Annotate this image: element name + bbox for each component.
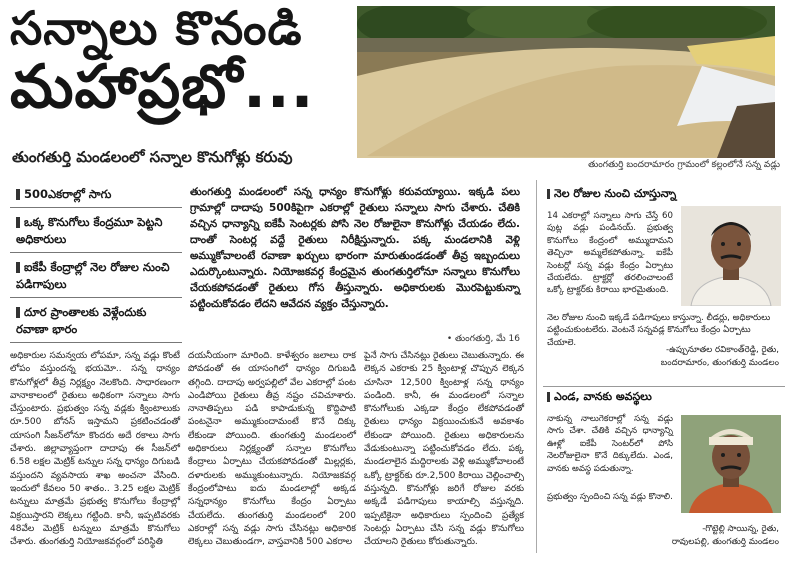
- farmer-quote-box-2: [543, 386, 785, 553]
- highlight-point: [10, 184, 182, 208]
- quote-title-text: ఎండ, వానకు అవస్థలు: [554, 390, 652, 403]
- highlight-point: [10, 302, 182, 343]
- signature-name: -గొట్టెల్లి సాయిన్న, రైతు,: [702, 524, 779, 534]
- square-bullet-icon: [16, 307, 20, 318]
- headline: [10, 1, 355, 123]
- signature-place: రావులపల్లి, తుంగతుర్తి మండలం: [671, 537, 779, 547]
- quote-title: [543, 387, 785, 409]
- square-bullet-icon: [16, 217, 20, 228]
- quote-text-continued: నెల రోజుల నుంచి ఇక్కడే పడిగాపులు కాస్తున్నా. లీడర్లు, అధికారులు పట్టించుకుంటలేరు. వెంటనే సన్నవడ్ల కొనుగోలు కేంద్రం ఏర్పాటు చేయాలె.: [547, 313, 771, 348]
- farmer-portrait-2: [681, 415, 781, 513]
- body-column-3: పైనే సాగు చేసినట్లు రైతులు చెబుతున్నారు. ఈ లెక్కన ఎకరాకు 25 క్వింటాళ్ల చొప్పున లెక్కన చూసినా 12,500 క్వింటాళ్ల సన్న ధాన్యం పండింది. కానీ, ఈ మండలంలో సన్నాల కొనుగోలుకు ఎక్కడా కేంద్రం లేకపోవడంతో రైతులు ధాన్యం విక్రయించుకునే అవకాశం లేకుండా పోయింది. రైతులు అధికారులను వేడుకుంటున్నా పట్టించుకోవడం లేదు. పక్క మండలాలైన మద్దిరాలకు వెళ్లి అమ్ముకోవాలంటే ఒక్కో ట్రాక్టర్‌కు రూ.2,500 కిరాయి చెల్లించాల్సి వస్తున్నది. కొనుగోళ్లు జరిగే రోజుల వరకు అక్కడే పడిగాపులు కాయాల్సి వస్తున్నది. ఇప్పటికైనా అధికారులు స్పందించి ప్రత్యేక సెంటర్లు ఏర్పాటు చేసి సన్న వడ్లు కొనుగోలు చేయాలని రైతులు కోరుతున్నారు.: [364, 351, 524, 548]
- subheadline: తుంగతుర్తి మండలంలో సన్నాల కొనుగోళ్లు కరువు: [12, 148, 293, 166]
- quote-title: [543, 184, 785, 206]
- dateline: • తుంగతుర్తి, మే 16: [446, 334, 520, 344]
- highlight-point-text: దూర ప్రాంతాలకు వెళ్లేందుకు రవాణా భారం: [16, 305, 147, 336]
- highlight-point: [10, 212, 182, 253]
- square-bullet-icon: [547, 392, 550, 402]
- photo-caption: తుంగతుర్తి బందరామారం గ్రామంలో కల్లంలోనే సన్న వడ్లు: [588, 160, 780, 170]
- quote-signature: [573, 344, 779, 370]
- quote-text: నాకున్న నాలుగెకరాల్లో సన్న వడ్లు సాగు చేశా. చేతికి వచ్చిన ధాన్యాన్ని ఊళ్లో ఐకేపీ సెంటర్‌లో పోసి నెలరోజులైనా కొనే దిక్కులేదు. ఎండ, వానకు అవస్థ పడుతున్నా.: [547, 414, 673, 474]
- quote-text-continued: ప్రభుత్వం స్పందించి సన్న వడ్లు కొనాలి.: [547, 492, 673, 502]
- farmer-portrait-1: [681, 206, 781, 306]
- farmer-quote-box-1: [543, 184, 785, 380]
- quotes-sidebar: [536, 180, 784, 553]
- highlight-point-text: 500ఎకరాల్లో సాగు: [24, 187, 112, 201]
- headline-line-1: సన్నాలు కొనండి: [10, 1, 303, 55]
- square-bullet-icon: [16, 262, 20, 273]
- highlight-points: [10, 184, 182, 347]
- quote-signature: [553, 523, 779, 549]
- square-bullet-icon: [16, 189, 20, 200]
- highlight-point-text: ఐకేపీ కేంద్రాల్లో నెల రోజుల నుంచి పడిగాపులు: [16, 260, 170, 291]
- signature-place: బందరామారం, తుంగతుర్తి మండలం: [660, 358, 779, 368]
- quote-text: 14 ఎకరాల్లో సన్నాలు సాగు చేస్తే 60 పుట్ల వడ్లు పండినయ్. ప్రభుత్వ కొనుగోలు కేంద్రంలో అమ్ముదామని తెచ్చినా అమ్మలేకపోతున్నా. ఐకేపీ సెంటర్లో సన్న వడ్లు కేంద్రం ఏర్పాటు చేయలేదు. ట్రాక్టర్లో తరలించాలంటే ఒక్కో ట్రాక్టర్‌కు కిరాయి భారమైతుంది.: [547, 211, 673, 296]
- headline-line-2: మహాప్రభో...: [10, 52, 315, 123]
- grain-heap-photo: [357, 6, 775, 158]
- square-bullet-icon: [547, 189, 550, 199]
- quote-title-text: నెల రోజుల నుంచి చూస్తున్నా: [554, 187, 677, 200]
- signature-name: -ఉప్పునూతల రవికాంత్‌రెడ్డి, రైతు,: [665, 345, 779, 355]
- highlight-point-text: ఒక్క కొనుగోలు కేంద్రమూ పెట్టని అధికారులు: [16, 215, 163, 246]
- lead-paragraph: తుంగతుర్తి మండలంలో సన్న ధాన్యం కొనుగోళ్లు కరువయ్యాయి. ఇక్కడి పలు గ్రామాల్లో దాదాపు 500కిపైగా ఎకరాల్లో రైతులు సన్నాలు సాగు చేశారు. చేతికి వచ్చిన ధాన్యాన్ని ఐకేపీ సెంటర్లకు పోసి నెల రోజులైనా కొనుగోళ్లు చేయడం లేదు. దాంతో సెంటర్ల వద్దే రైతులు నిరీక్షిస్తున్నారు. పక్క మండలానికి వెళ్లి అమ్ముకోవాలంటే రవాణా ఖర్చులు భారంగా మారుతుండడంతో తీవ్ర ఇబ్బందులు ఎదుర్కొంటున్నారు. నియోజకవర్గ కేంద్రమైన తుంగతుర్తిలోనూ సన్నాలు కొనుగోలు చేయకపోవడంతో రైతులు గోస తీస్తున్నారు. అధికారులకు మొరపెట్టుకున్నా పట్టించుకోవడం లేదని ఆవేదన వ్యక్తం చేస్తున్నారు.: [190, 186, 520, 310]
- highlight-point: [10, 257, 182, 298]
- body-column-1: అధికారుల సమన్వయ లోపమా, సన్న వడ్లు కొంటే లోపం వస్తుందన్న భయమో.. సన్న ధాన్యం కొనుగోళ్లలో తీవ్ర నిర్లక్ష్యం నెలకొంది. సాధారణంగా వానాకాలంలో రైతులు అధికంగా సన్నాలు సాగు చేస్తుంటారు. ప్రభుత్వం సన్న వడ్లకు క్వింటాలుకు రూ.500 బోనస్ ఇస్తామని ప్రకటించడంతో యాసంగి సీజన్‌లోనూ కొందరు అదే రకాలు సాగు చేశారు. జిల్లావ్యాప్తంగా దాదాపు ఈ సీజన్‌లో 6.58 లక్షల మెట్రిక్ టన్నుల సన్న ధాన్యం దిగుబడి వస్తుందని వ్యవసాయ శాఖ అంచనా వేసింది. ఇందులో కేవలం 50 శాతం.. 3.25 లక్షల మెట్రిక్ టన్నులు మాత్రమే ప్రభుత్వ కొనుగోలు కేంద్రాల్లో విక్రయిస్తారని లెక్కలు గట్టింది. కానీ, ఇప్పటివరకు 48వేల మెట్రిక్ టన్నులు మాత్రమే కొనుగోలు చేశారు. తుంగతుర్తి నియోజకవర్గంలో పరిస్థితి: [10, 351, 180, 548]
- body-column-2: దయనీయంగా మారింది. కాళేశ్వరం జలాలు రాక పోవడంతో ఈ యాసంగిలో ధాన్యం దిగుబడి తగ్గింది. దాదాపు అర్వపల్లిలో వేల ఎకరాల్లో పంట ఎండిపోయి రైతులు తీవ్ర నష్టం చవిచూశారు. నానాతిప్పలు పడి కాపాడుకున్న కొద్దిపాటి పంటనైనా అమ్ముకుందామంటే కొనే దిక్కు లేకుండా పోయింది. తుంగతుర్తి మండలంలో అధికారులు నిర్లక్ష్యంతో సన్నాల కొనుగోలు కేంద్రాలు ఏర్పాటు చేయకపోవడంతో మిల్లర్లకు, దళారులకు అమ్ముకుంటున్నారు. నియోజకవర్గ కేంద్రంలోపాటు ఐదు మండలాల్లో అక్కడ సన్నధాన్యం కొనుగోలు కేంద్రం ఏర్పాటు చేయలేదు. తుంగతుర్తి మండలంలో 200 ఎకరాల్లో సన్న వడ్లు సాగు చేసినట్లు అధికారిక లెక్కలు చెబుతుండగా, వాస్తవానికి 500 ఎకరాల: [188, 351, 356, 548]
